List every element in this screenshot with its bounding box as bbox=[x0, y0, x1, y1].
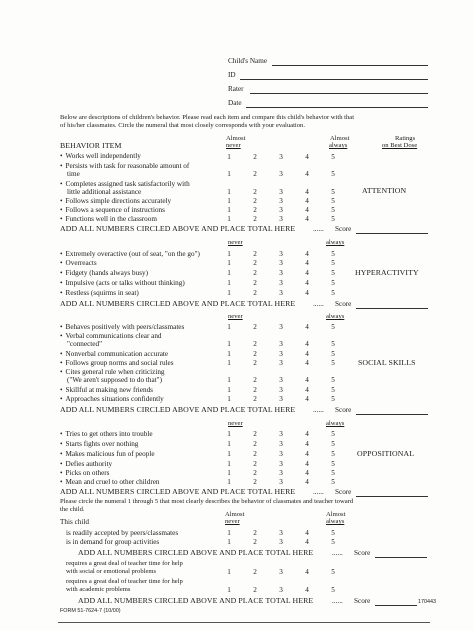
rating-option[interactable]: 4 bbox=[305, 359, 309, 367]
rating-option[interactable]: 4 bbox=[305, 478, 309, 486]
peer-instruction-1: Please circle the numeral 1 through 5 that most clearly describes the behavior of classmates and teacher toward bbox=[60, 498, 354, 505]
rating-option[interactable]: 3 bbox=[279, 538, 283, 546]
rating-option[interactable]: 2 bbox=[253, 153, 257, 161]
teacher-item-cont: with social or emotional problems bbox=[66, 568, 157, 575]
rating-option[interactable]: 5 bbox=[331, 197, 335, 205]
rating-option[interactable]: 5 bbox=[331, 188, 335, 196]
rating-option[interactable]: 3 bbox=[279, 289, 283, 297]
rating-option[interactable]: 4 bbox=[305, 395, 309, 403]
rating-option[interactable]: 4 bbox=[305, 450, 309, 458]
rating-option[interactable]: 3 bbox=[279, 450, 283, 458]
hyperactivity-item: • Overreacts bbox=[60, 260, 97, 267]
attention-item: • Follows simple directions accurately bbox=[60, 198, 171, 205]
ratings-heading: Ratings bbox=[395, 135, 416, 142]
rating-option[interactable]: 5 bbox=[331, 170, 335, 178]
hyperactivity-score-field[interactable] bbox=[356, 308, 428, 309]
rating-option[interactable]: 1 bbox=[227, 215, 231, 223]
rating-option[interactable]: 2 bbox=[253, 215, 257, 223]
rating-option[interactable]: 4 bbox=[305, 289, 309, 297]
rating-option[interactable]: 2 bbox=[253, 529, 257, 537]
rating-option[interactable]: 3 bbox=[279, 215, 283, 223]
rating-option[interactable]: 5 bbox=[331, 586, 335, 594]
rating-option[interactable]: 1 bbox=[227, 469, 231, 477]
rating-option[interactable]: 4 bbox=[305, 279, 309, 287]
rating-option[interactable]: 3 bbox=[279, 359, 283, 367]
rating-option[interactable]: 1 bbox=[227, 153, 231, 161]
rating-option[interactable]: 3 bbox=[279, 568, 283, 576]
rating-option[interactable]: 5 bbox=[331, 359, 335, 367]
peer-add-line: ADD ALL NUMBERS CIRCLED ABOVE AND PLACE TOTAL HERE bbox=[78, 548, 314, 557]
oppositional-item: • Makes malicious fun of people bbox=[60, 451, 155, 458]
rating-option[interactable]: 2 bbox=[253, 170, 257, 178]
rating-option[interactable]: 2 bbox=[253, 359, 257, 367]
social-item: • Nonverbal communication accurate bbox=[60, 351, 168, 358]
rating-option[interactable]: 4 bbox=[305, 386, 309, 394]
rating-option[interactable]: 4 bbox=[305, 430, 309, 438]
rating-option[interactable]: 3 bbox=[279, 269, 283, 277]
attention-item: • Completes assigned task satisfactorily with bbox=[60, 181, 190, 188]
rating-option[interactable]: 2 bbox=[253, 538, 257, 546]
intro-line-1: Below are descriptions of children's behavior. Please read each item and compare this child's behavior with that bbox=[60, 114, 355, 121]
teacher-score-label: Score bbox=[354, 597, 371, 605]
rating-option[interactable]: 5 bbox=[331, 323, 335, 331]
rating-option[interactable]: 4 bbox=[305, 215, 309, 223]
rating-option[interactable]: 2 bbox=[253, 323, 257, 331]
rating-option[interactable]: 3 bbox=[279, 259, 283, 267]
rating-option[interactable]: 5 bbox=[331, 259, 335, 267]
rating-option[interactable]: 3 bbox=[279, 170, 283, 178]
rating-option[interactable]: 2 bbox=[253, 269, 257, 277]
rating-option[interactable]: 2 bbox=[253, 206, 257, 214]
rating-option[interactable]: 5 bbox=[331, 215, 335, 223]
rating-option[interactable]: 4 bbox=[305, 206, 309, 214]
rating-option[interactable]: 3 bbox=[279, 469, 283, 477]
rating-option[interactable]: 1 bbox=[227, 279, 231, 287]
rating-option[interactable]: 3 bbox=[279, 250, 283, 258]
form-number: FORM 51-7624-7 (10/00) bbox=[60, 608, 121, 614]
rating-option[interactable]: 5 bbox=[331, 350, 335, 358]
rating-option[interactable]: 1 bbox=[227, 538, 231, 546]
social-add-dots: ...... bbox=[313, 406, 324, 414]
peer-score-field[interactable] bbox=[375, 557, 427, 558]
rating-option[interactable]: 4 bbox=[305, 153, 309, 161]
attention-item-cont: little additional assistance bbox=[67, 188, 142, 196]
peer-almost-always-heading: Almost bbox=[326, 511, 346, 518]
behavior-item-heading: BEHAVIOR ITEM bbox=[60, 141, 122, 150]
rating-option[interactable]: 3 bbox=[279, 340, 283, 348]
social-item: • Cites general rule when criticizing bbox=[60, 369, 165, 376]
social-score-label: Score bbox=[335, 406, 352, 414]
rating-option[interactable]: 4 bbox=[305, 259, 309, 267]
peer-score-label: Score bbox=[354, 549, 371, 557]
rating-option[interactable]: 3 bbox=[279, 153, 283, 161]
rating-option[interactable]: 5 bbox=[331, 340, 335, 348]
hyperactivity-add-line: ADD ALL NUMBERS CIRCLED ABOVE AND PLACE TOTAL HERE bbox=[60, 299, 296, 308]
rating-option[interactable]: 4 bbox=[305, 376, 309, 384]
oppositional-item: • Starts fights over nothing bbox=[60, 441, 138, 448]
rating-option[interactable]: 1 bbox=[227, 170, 231, 178]
rating-option[interactable]: 3 bbox=[279, 478, 283, 486]
teacher-item-cont: with academic problems bbox=[66, 586, 131, 593]
oppositional-score-field[interactable] bbox=[356, 496, 428, 497]
hyperactivity-item: • Impulsive (acts or talks without thinking) bbox=[60, 280, 185, 287]
rating-option[interactable]: 4 bbox=[305, 469, 309, 477]
rating-option[interactable]: 4 bbox=[305, 538, 309, 546]
rating-option[interactable]: 3 bbox=[279, 188, 283, 196]
rating-option[interactable]: 3 bbox=[279, 395, 283, 403]
rating-option[interactable]: 4 bbox=[305, 440, 309, 448]
rating-option[interactable]: 5 bbox=[331, 153, 335, 161]
childs-name-label: Child's Name bbox=[228, 57, 268, 65]
social-rating-label: SOCIAL SKILLS bbox=[358, 358, 416, 367]
peer-item: is readily accepted by peers/classmates bbox=[66, 529, 179, 537]
social-item: • Follows group norms and social rules bbox=[60, 360, 174, 367]
rating-option[interactable]: 4 bbox=[305, 170, 309, 178]
rating-option[interactable]: 4 bbox=[305, 269, 309, 277]
never-heading: never bbox=[226, 142, 241, 149]
attention-score-field[interactable] bbox=[356, 233, 428, 234]
teacher-add-dots: ...... bbox=[332, 597, 343, 605]
intro-line-2: of his/her classmates. Circle the numeral that most closely corresponds with your evaluation. bbox=[60, 122, 306, 129]
peer-item: is in demand for group activities bbox=[66, 538, 160, 546]
oppositional-item: • Picks on others bbox=[60, 470, 109, 477]
rating-option[interactable]: 3 bbox=[279, 460, 283, 468]
rating-option[interactable]: 2 bbox=[253, 350, 257, 358]
rating-option[interactable]: 3 bbox=[279, 350, 283, 358]
attention-add-dots: ...... bbox=[313, 225, 324, 233]
rater-field[interactable] bbox=[250, 93, 428, 94]
attention-item-cont: time bbox=[67, 170, 80, 178]
peer-always-heading: always bbox=[326, 518, 345, 525]
rating-option[interactable]: 1 bbox=[227, 206, 231, 214]
rating-option[interactable]: 5 bbox=[331, 440, 335, 448]
social-item: • Verbal communications clear and bbox=[60, 333, 162, 340]
rating-option[interactable]: 1 bbox=[227, 568, 231, 576]
almost-always-heading-1: Almost bbox=[330, 135, 350, 142]
rating-option[interactable]: 1 bbox=[227, 395, 231, 403]
oppositional-add-line: ADD ALL NUMBERS CIRCLED ABOVE AND PLACE TOTAL HERE bbox=[60, 487, 296, 496]
rating-option[interactable]: 3 bbox=[279, 386, 283, 394]
rating-option[interactable]: 3 bbox=[279, 323, 283, 331]
rating-option[interactable]: 2 bbox=[253, 430, 257, 438]
rating-option[interactable]: 5 bbox=[331, 206, 335, 214]
rating-option[interactable]: 1 bbox=[227, 386, 231, 394]
rating-option[interactable]: 5 bbox=[331, 269, 335, 277]
rating-option[interactable]: 5 bbox=[331, 250, 335, 258]
social-item: • Skillful at making new friends bbox=[60, 387, 153, 394]
rating-option[interactable]: 1 bbox=[227, 376, 231, 384]
attention-add-line: ADD ALL NUMBERS CIRCLED ABOVE AND PLACE TOTAL HERE bbox=[60, 224, 296, 233]
hyperactivity-score-label: Score bbox=[335, 300, 352, 308]
teacher-item: requires a great deal of teacher time for help bbox=[66, 560, 183, 567]
attention-item: • Follows a sequence of instructions bbox=[60, 207, 165, 214]
social-add-line: ADD ALL NUMBERS CIRCLED ABOVE AND PLACE TOTAL HERE bbox=[60, 405, 296, 414]
teacher-add-line: ADD ALL NUMBERS CIRCLED ABOVE AND PLACE TOTAL HERE bbox=[78, 596, 314, 605]
rating-option[interactable]: 1 bbox=[227, 289, 231, 297]
attention-score-label: Score bbox=[335, 225, 352, 233]
id-field[interactable] bbox=[240, 79, 428, 80]
rating-option[interactable]: 3 bbox=[279, 206, 283, 214]
rating-option[interactable]: 2 bbox=[253, 568, 257, 576]
rating-option[interactable]: 5 bbox=[331, 460, 335, 468]
rating-option[interactable]: 2 bbox=[253, 386, 257, 394]
rating-option[interactable]: 5 bbox=[331, 469, 335, 477]
oppositional-never-heading: never bbox=[228, 420, 243, 427]
rating-option[interactable]: 2 bbox=[253, 586, 257, 594]
this-child-label: This child bbox=[60, 518, 89, 526]
rating-option[interactable]: 4 bbox=[305, 340, 309, 348]
rating-option[interactable]: 4 bbox=[305, 529, 309, 537]
rating-option[interactable]: 4 bbox=[305, 323, 309, 331]
rating-option[interactable]: 1 bbox=[227, 478, 231, 486]
childs-name-field[interactable] bbox=[272, 65, 428, 66]
rating-option[interactable]: 1 bbox=[227, 340, 231, 348]
rating-option[interactable]: 5 bbox=[331, 395, 335, 403]
rating-option[interactable]: 2 bbox=[253, 340, 257, 348]
rating-option[interactable]: 2 bbox=[253, 376, 257, 384]
rating-option[interactable]: 2 bbox=[253, 188, 257, 196]
rating-option[interactable]: 5 bbox=[331, 450, 335, 458]
rating-option[interactable]: 4 bbox=[305, 586, 309, 594]
attention-item: • Works well independently bbox=[60, 153, 141, 160]
rating-option[interactable]: 5 bbox=[331, 279, 335, 287]
rating-option[interactable]: 1 bbox=[227, 323, 231, 331]
hyperactivity-rating-label: HYPERACTIVITY bbox=[355, 268, 419, 277]
oppositional-item: • Mean and cruel to other children bbox=[60, 479, 160, 486]
rating-option[interactable]: 2 bbox=[253, 289, 257, 297]
oppositional-item: • Defies authority bbox=[60, 461, 112, 468]
rating-option[interactable]: 2 bbox=[253, 478, 257, 486]
rating-option[interactable]: 4 bbox=[305, 250, 309, 258]
rater-label: Rater bbox=[228, 85, 244, 93]
teacher-score-field[interactable] bbox=[375, 605, 417, 606]
attention-item: • Persists with task for reasonable amount of bbox=[60, 163, 189, 170]
oppositional-score-label: Score bbox=[335, 488, 352, 496]
peer-never-heading: never bbox=[225, 518, 240, 525]
hyperactivity-item: • Extremely overactive (out of seat, "on the go") bbox=[60, 251, 200, 258]
rating-option[interactable]: 4 bbox=[305, 188, 309, 196]
rating-option[interactable]: 2 bbox=[253, 259, 257, 267]
teacher-item: requires a great deal of teacher time for help bbox=[66, 578, 183, 585]
date-field[interactable] bbox=[246, 107, 428, 108]
oppositional-item: • Tries to get others into trouble bbox=[60, 431, 153, 438]
rating-option[interactable]: 1 bbox=[227, 188, 231, 196]
rating-option[interactable]: 2 bbox=[253, 279, 257, 287]
rating-option[interactable]: 4 bbox=[305, 350, 309, 358]
rating-option[interactable]: 3 bbox=[279, 430, 283, 438]
rating-option[interactable]: 4 bbox=[305, 568, 309, 576]
peer-add-dots: ...... bbox=[332, 549, 343, 557]
social-item: • Behaves positively with peers/classmates bbox=[60, 324, 184, 331]
rating-option[interactable]: 5 bbox=[331, 529, 335, 537]
rating-option[interactable]: 1 bbox=[227, 440, 231, 448]
rating-option[interactable]: 1 bbox=[227, 430, 231, 438]
rating-option[interactable]: 3 bbox=[279, 440, 283, 448]
rating-option[interactable]: 5 bbox=[331, 376, 335, 384]
always-heading: always bbox=[329, 142, 348, 149]
hyperactivity-item: • Restless (squirms in seat) bbox=[60, 290, 139, 297]
social-item: • Approaches situations confidently bbox=[60, 396, 164, 403]
rating-option[interactable]: 5 bbox=[331, 538, 335, 546]
social-item-cont: "connected" bbox=[67, 340, 103, 348]
best-dose-heading: on Best Dose bbox=[382, 142, 418, 149]
bottom-rule bbox=[58, 622, 430, 623]
id-label: ID bbox=[228, 71, 236, 79]
hyperactivity-add-dots: ...... bbox=[313, 300, 324, 308]
rating-option[interactable]: 5 bbox=[331, 386, 335, 394]
rating-option[interactable]: 2 bbox=[253, 197, 257, 205]
peer-instruction-2: the child. bbox=[60, 506, 85, 513]
rating-option[interactable]: 1 bbox=[227, 450, 231, 458]
hyperactivity-never-heading: never bbox=[228, 239, 243, 246]
rating-option[interactable]: 5 bbox=[331, 478, 335, 486]
hyperactivity-item: • Fidgety (hands always busy) bbox=[60, 270, 148, 277]
hyperactivity-always-heading: always bbox=[326, 239, 345, 246]
date-label: Date bbox=[228, 99, 242, 107]
rating-option[interactable]: 3 bbox=[279, 586, 283, 594]
rating-option[interactable]: 1 bbox=[227, 460, 231, 468]
form-code: 170443 bbox=[418, 599, 436, 605]
rating-option[interactable]: 4 bbox=[305, 460, 309, 468]
attention-rating-label: ATTENTION bbox=[362, 186, 407, 195]
rating-option[interactable]: 2 bbox=[253, 450, 257, 458]
rating-option[interactable]: 2 bbox=[253, 460, 257, 468]
rating-option[interactable]: 1 bbox=[227, 529, 231, 537]
rating-option[interactable]: 3 bbox=[279, 376, 283, 384]
rating-option[interactable]: 1 bbox=[227, 269, 231, 277]
rating-option[interactable]: 5 bbox=[331, 289, 335, 297]
rating-option[interactable]: 1 bbox=[227, 250, 231, 258]
peer-almost-heading: Almost bbox=[225, 511, 245, 518]
oppositional-always-heading: always bbox=[326, 420, 345, 427]
rating-option[interactable]: 2 bbox=[253, 469, 257, 477]
oppositional-rating-label: OPPOSITIONAL bbox=[357, 449, 415, 458]
social-score-field[interactable] bbox=[356, 414, 428, 415]
rating-option[interactable]: 4 bbox=[305, 197, 309, 205]
rating-option[interactable]: 1 bbox=[227, 359, 231, 367]
rating-option[interactable]: 1 bbox=[227, 197, 231, 205]
rating-option[interactable]: 3 bbox=[279, 279, 283, 287]
rating-option[interactable]: 1 bbox=[227, 586, 231, 594]
rating-option[interactable]: 3 bbox=[279, 197, 283, 205]
rating-option[interactable]: 5 bbox=[331, 568, 335, 576]
rating-option[interactable]: 2 bbox=[253, 395, 257, 403]
rating-option[interactable]: 2 bbox=[253, 440, 257, 448]
rating-option[interactable]: 2 bbox=[253, 250, 257, 258]
rating-option[interactable]: 1 bbox=[227, 259, 231, 267]
oppositional-add-dots: ...... bbox=[313, 488, 324, 496]
social-never-heading: never bbox=[228, 313, 243, 320]
social-item-cont: ("We aren't supposed to do that") bbox=[67, 376, 163, 384]
rating-option[interactable]: 1 bbox=[227, 350, 231, 358]
social-always-heading: always bbox=[326, 313, 345, 320]
almost-never-heading-1: Almost bbox=[226, 135, 246, 142]
attention-item: • Functions well in the classroom bbox=[60, 216, 157, 223]
rating-option[interactable]: 5 bbox=[331, 430, 335, 438]
rating-option[interactable]: 3 bbox=[279, 529, 283, 537]
